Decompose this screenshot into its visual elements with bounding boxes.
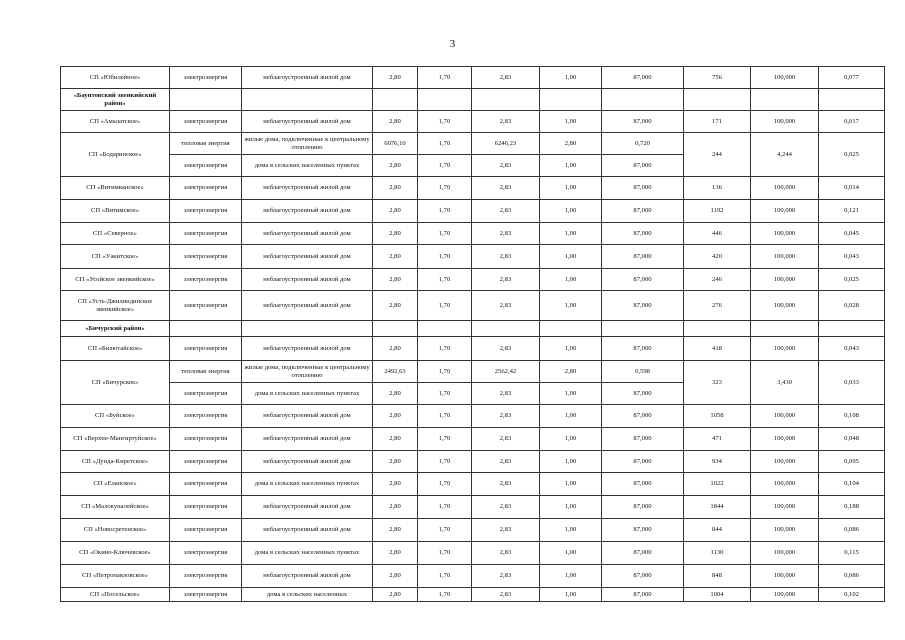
value-c2: 1,70 (418, 177, 472, 200)
value-c4: 1,00 (540, 473, 602, 496)
resource-type: электроэнергия (170, 291, 242, 321)
value-c4: 1,00 (540, 245, 602, 269)
housing-description: жилые дома, подключенные к центральному отоплению (242, 133, 373, 155)
value-c8: 0,108 (819, 405, 885, 428)
value-c3: 2,83 (472, 291, 540, 321)
value-c4: 1,00 (540, 383, 602, 405)
cell-empty (540, 321, 602, 337)
value-c4: 2,80 (540, 361, 602, 383)
cell-empty (602, 321, 684, 337)
housing-description: неблагоустроенный жилой дом (242, 451, 373, 473)
value-c2: 1,70 (418, 337, 472, 361)
table-row (61, 269, 885, 291)
value-c1: 2,80 (373, 588, 418, 602)
housing-description: неблагоустроенный жилой дом (242, 428, 373, 451)
value-c2: 1,70 (418, 291, 472, 321)
table-row (61, 473, 885, 496)
value-c7: 100,000 (751, 542, 819, 565)
resource-type: электроэнергия (170, 405, 242, 428)
value-c6: 420 (684, 245, 751, 269)
value-c4: 1,00 (540, 155, 602, 177)
settlement-name: СП «Усть-Джилиндинское эвенкийское» (61, 291, 170, 321)
cell-empty (242, 89, 373, 111)
value-c2: 1,70 (418, 542, 472, 565)
value-c8: 0,048 (819, 428, 885, 451)
table-row (61, 496, 885, 519)
value-c8: 0,188 (819, 496, 885, 519)
value-c1: 2,80 (373, 496, 418, 519)
value-c6: 1004 (684, 588, 751, 602)
resource-type: электроэнергия (170, 177, 242, 200)
value-c2: 1,70 (418, 361, 472, 383)
value-c8: 0,025 (819, 133, 885, 177)
value-c5: 87,000 (602, 542, 684, 565)
value-c6: 136 (684, 177, 751, 200)
cell-empty (418, 89, 472, 111)
value-c4: 1,00 (540, 496, 602, 519)
value-c2: 1,70 (418, 588, 472, 602)
value-c4: 1,00 (540, 519, 602, 542)
resource-type: электроэнергия (170, 67, 242, 89)
resource-type: электроэнергия (170, 337, 242, 361)
table-row (61, 565, 885, 588)
value-c8: 0,028 (819, 291, 885, 321)
value-c8: 0,043 (819, 337, 885, 361)
value-c3: 2,83 (472, 588, 540, 602)
resource-type: электроэнергия (170, 269, 242, 291)
settlement-name: СП «Малокуналейское» (61, 496, 170, 519)
value-c2: 1,70 (418, 200, 472, 223)
value-c8: 0,115 (819, 542, 885, 565)
value-c7: 100,000 (751, 337, 819, 361)
value-c8: 0,102 (819, 588, 885, 602)
housing-description: дома в сельских населенных пунктах (242, 473, 373, 496)
value-c6: 1022 (684, 473, 751, 496)
value-c3: 2,83 (472, 67, 540, 89)
value-c1: 2,80 (373, 155, 418, 177)
settlement-name: СП «Бичурское» (61, 361, 170, 405)
settlement-name: СП «Юбилейное» (61, 67, 170, 89)
value-c6: 844 (684, 519, 751, 542)
value-c7: 100,000 (751, 177, 819, 200)
table-row (61, 451, 885, 473)
value-c1: 2,80 (373, 200, 418, 223)
value-c8: 0,086 (819, 519, 885, 542)
housing-description: неблагоустроенный жилой дом (242, 200, 373, 223)
value-c3: 2,83 (472, 451, 540, 473)
housing-description: неблагоустроенный жилой дом (242, 67, 373, 89)
resource-type: электроэнергия (170, 155, 242, 177)
settlement-name: СП «Витимканское» (61, 177, 170, 200)
value-c1: 2,80 (373, 383, 418, 405)
value-c7: 4,244 (751, 133, 819, 177)
section-title: «Баунтовский эвенкийский район» (61, 89, 170, 111)
value-c3: 2,83 (472, 155, 540, 177)
table-row (61, 223, 885, 245)
value-c4: 1,00 (540, 67, 602, 89)
value-c7: 100,000 (751, 223, 819, 245)
value-c6: 244 (684, 133, 751, 177)
value-c6: 418 (684, 337, 751, 361)
value-c3: 2,83 (472, 565, 540, 588)
value-c1: 2,80 (373, 337, 418, 361)
value-c7: 100,000 (751, 565, 819, 588)
cell-empty (373, 89, 418, 111)
resource-type: электроэнергия (170, 519, 242, 542)
resource-type: электроэнергия (170, 245, 242, 269)
housing-description: дома в сельских населенных пунктах (242, 542, 373, 565)
value-c8: 0,121 (819, 200, 885, 223)
value-c4: 1,00 (540, 269, 602, 291)
table-row (61, 133, 885, 155)
resource-type: электроэнергия (170, 111, 242, 133)
value-c3: 2,83 (472, 245, 540, 269)
value-c5: 87,000 (602, 223, 684, 245)
value-c5: 87,000 (602, 200, 684, 223)
resource-type: электроэнергия (170, 473, 242, 496)
cell-empty (373, 321, 418, 337)
value-c4: 1,00 (540, 565, 602, 588)
table-row (61, 177, 885, 200)
value-c1: 2,80 (373, 177, 418, 200)
cell-empty (472, 89, 540, 111)
value-c2: 1,70 (418, 565, 472, 588)
housing-description: неблагоустроенный жилой дом (242, 177, 373, 200)
housing-description: неблагоустроенный жилой дом (242, 337, 373, 361)
value-c5: 87,000 (602, 269, 684, 291)
value-c7: 100,000 (751, 291, 819, 321)
cell-empty (602, 89, 684, 111)
table-row (61, 111, 885, 133)
value-c3: 2,83 (472, 177, 540, 200)
value-c5: 87,000 (602, 473, 684, 496)
value-c2: 1,70 (418, 383, 472, 405)
value-c5: 87,000 (602, 111, 684, 133)
section-row (61, 89, 885, 111)
value-c6: 1130 (684, 542, 751, 565)
value-c4: 1,00 (540, 451, 602, 473)
resource-type: тепловая энергия (170, 133, 242, 155)
value-c6: 246 (684, 269, 751, 291)
settlement-name: СП «Новосретенское» (61, 519, 170, 542)
value-c4: 1,00 (540, 291, 602, 321)
value-c3: 2,83 (472, 405, 540, 428)
value-c3: 2,83 (472, 473, 540, 496)
value-c4: 1,00 (540, 177, 602, 200)
cell-empty (684, 321, 751, 337)
value-c7: 100,000 (751, 496, 819, 519)
housing-description: жилые дома, подключенные к центральному отоплению (242, 361, 373, 383)
value-c5: 87,000 (602, 451, 684, 473)
value-c5: 87,000 (602, 588, 684, 602)
resource-type: тепловая энергия (170, 361, 242, 383)
settlement-name: СП «Амалатское» (61, 111, 170, 133)
housing-description: неблагоустроенный жилой дом (242, 496, 373, 519)
value-c2: 1,70 (418, 428, 472, 451)
value-c1: 2,80 (373, 451, 418, 473)
table-row (61, 588, 885, 602)
value-c2: 1,70 (418, 269, 472, 291)
resource-type: электроэнергия (170, 451, 242, 473)
settlement-name: СП «Усойское эвенкийское» (61, 269, 170, 291)
tariff-table (60, 66, 885, 602)
value-c7: 3,430 (751, 361, 819, 405)
resource-type: электроэнергия (170, 542, 242, 565)
value-c2: 1,70 (418, 133, 472, 155)
value-c2: 1,70 (418, 111, 472, 133)
value-c3: 2,83 (472, 428, 540, 451)
value-c5: 87,000 (602, 428, 684, 451)
value-c1: 2,80 (373, 405, 418, 428)
value-c5: 87,000 (602, 245, 684, 269)
settlement-name: СП «Окино-Ключевское» (61, 542, 170, 565)
resource-type: электроэнергия (170, 223, 242, 245)
value-c1: 2,80 (373, 519, 418, 542)
table-row (61, 200, 885, 223)
value-c6: 1192 (684, 200, 751, 223)
cell-empty (170, 321, 242, 337)
cell-empty (684, 89, 751, 111)
value-c2: 1,70 (418, 496, 472, 519)
value-c3: 2,83 (472, 496, 540, 519)
section-title: «Бичурский район» (61, 321, 170, 337)
value-c7: 100,000 (751, 111, 819, 133)
cell-empty (472, 321, 540, 337)
page-number: 3 (449, 38, 456, 50)
value-c3: 2,83 (472, 200, 540, 223)
value-c4: 1,00 (540, 428, 602, 451)
housing-description: неблагоустроенный жилой дом (242, 269, 373, 291)
value-c7: 100,000 (751, 405, 819, 428)
table-row (61, 542, 885, 565)
value-c8: 0,095 (819, 451, 885, 473)
cell-empty (819, 89, 885, 111)
value-c8: 0,086 (819, 565, 885, 588)
value-c3: 2,83 (472, 383, 540, 405)
table-row (61, 337, 885, 361)
value-c3: 2562,42 (472, 361, 540, 383)
value-c5: 87,000 (602, 496, 684, 519)
value-c1: 6076,10 (373, 133, 418, 155)
value-c8: 0,043 (819, 245, 885, 269)
value-c2: 1,70 (418, 451, 472, 473)
value-c5: 87,000 (602, 565, 684, 588)
value-c1: 2,80 (373, 269, 418, 291)
resource-type: электроэнергия (170, 200, 242, 223)
table-row (61, 519, 885, 542)
value-c2: 1,70 (418, 405, 472, 428)
value-c7: 100,000 (751, 451, 819, 473)
value-c8: 0,077 (819, 67, 885, 89)
value-c1: 2,80 (373, 245, 418, 269)
value-c1: 2,80 (373, 473, 418, 496)
settlement-name: СП «Верхне-Мангиртуйское» (61, 428, 170, 451)
resource-type: электроэнергия (170, 428, 242, 451)
value-c8: 0,104 (819, 473, 885, 496)
table-row (61, 67, 885, 89)
value-c4: 1,00 (540, 588, 602, 602)
value-c3: 2,83 (472, 337, 540, 361)
value-c5: 87,000 (602, 67, 684, 89)
value-c1: 2,80 (373, 291, 418, 321)
value-c6: 848 (684, 565, 751, 588)
value-c8: 0,045 (819, 223, 885, 245)
cell-empty (751, 321, 819, 337)
housing-description: неблагоустроенный жилой дом (242, 223, 373, 245)
cell-empty (819, 321, 885, 337)
value-c7: 100,000 (751, 269, 819, 291)
value-c8: 0,033 (819, 361, 885, 405)
value-c3: 2,83 (472, 223, 540, 245)
value-c1: 2,80 (373, 428, 418, 451)
value-c4: 1,00 (540, 200, 602, 223)
value-c3: 2,83 (472, 519, 540, 542)
value-c5: 87,000 (602, 291, 684, 321)
value-c5: 0,720 (602, 133, 684, 155)
value-c6: 323 (684, 361, 751, 405)
housing-description: неблагоустроенный жилой дом (242, 565, 373, 588)
settlement-name: СП «Еланское» (61, 473, 170, 496)
value-c2: 1,70 (418, 473, 472, 496)
value-c5: 87,000 (602, 177, 684, 200)
value-c5: 87,000 (602, 155, 684, 177)
value-c1: 2,80 (373, 542, 418, 565)
settlement-name: СП «Северное» (61, 223, 170, 245)
value-c5: 87,000 (602, 519, 684, 542)
value-c2: 1,70 (418, 155, 472, 177)
value-c3: 6246,23 (472, 133, 540, 155)
value-c6: 1058 (684, 405, 751, 428)
housing-description: неблагоустроенный жилой дом (242, 245, 373, 269)
value-c7: 100,000 (751, 473, 819, 496)
table-body (61, 67, 885, 602)
settlement-name: СП «Дунда-Киретское» (61, 451, 170, 473)
value-c6: 276 (684, 291, 751, 321)
value-c8: 0,025 (819, 269, 885, 291)
settlement-name: СП «Уакитское» (61, 245, 170, 269)
value-c6: 471 (684, 428, 751, 451)
settlement-name: СП «Бодаринское» (61, 133, 170, 177)
settlement-name: СП «Посельское» (61, 588, 170, 602)
value-c2: 1,70 (418, 67, 472, 89)
value-c6: 756 (684, 67, 751, 89)
value-c8: 0,017 (819, 111, 885, 133)
resource-type: электроэнергия (170, 565, 242, 588)
value-c5: 0,598 (602, 361, 684, 383)
settlement-name: СП «Билютайское» (61, 337, 170, 361)
value-c4: 1,00 (540, 405, 602, 428)
cell-empty (540, 89, 602, 111)
value-c5: 87,000 (602, 405, 684, 428)
housing-description: дома в сельских населенных пунктах (242, 155, 373, 177)
settlement-name: СП «Витимское» (61, 200, 170, 223)
value-c4: 2,80 (540, 133, 602, 155)
value-c7: 100,000 (751, 245, 819, 269)
housing-description: неблагоустроенный жилой дом (242, 291, 373, 321)
value-c6: 1844 (684, 496, 751, 519)
housing-description: неблагоустроенный жилой дом (242, 405, 373, 428)
cell-empty (751, 89, 819, 111)
value-c6: 446 (684, 223, 751, 245)
value-c8: 0,014 (819, 177, 885, 200)
cell-empty (242, 321, 373, 337)
value-c5: 87,000 (602, 383, 684, 405)
value-c2: 1,70 (418, 223, 472, 245)
table-row (61, 428, 885, 451)
value-c4: 1,00 (540, 337, 602, 361)
settlement-name: СП «Буйское» (61, 405, 170, 428)
value-c1: 2,80 (373, 565, 418, 588)
cell-empty (170, 89, 242, 111)
table-row (61, 291, 885, 321)
value-c1: 2492,63 (373, 361, 418, 383)
resource-type: электроэнергия (170, 588, 242, 602)
value-c7: 100,000 (751, 519, 819, 542)
value-c4: 1,00 (540, 542, 602, 565)
value-c1: 2,80 (373, 223, 418, 245)
value-c7: 100,000 (751, 67, 819, 89)
value-c6: 934 (684, 451, 751, 473)
value-c4: 1,00 (540, 111, 602, 133)
value-c6: 171 (684, 111, 751, 133)
value-c7: 100,000 (751, 200, 819, 223)
housing-description: неблагоустроенный жилой дом (242, 111, 373, 133)
value-c5: 87,000 (602, 337, 684, 361)
table-row (61, 361, 885, 383)
housing-description: дома в сельских населенных пунктах (242, 383, 373, 405)
resource-type: электроэнергия (170, 383, 242, 405)
resource-type: электроэнергия (170, 496, 242, 519)
housing-description: дома в сельских населенных (242, 588, 373, 602)
value-c4: 1,00 (540, 223, 602, 245)
section-row (61, 321, 885, 337)
value-c3: 2,83 (472, 542, 540, 565)
value-c7: 100,000 (751, 588, 819, 602)
value-c2: 1,70 (418, 245, 472, 269)
value-c3: 2,83 (472, 269, 540, 291)
table-row (61, 245, 885, 269)
settlement-name: СП «Петропавловское» (61, 565, 170, 588)
value-c2: 1,70 (418, 519, 472, 542)
value-c7: 100,000 (751, 428, 819, 451)
cell-empty (418, 321, 472, 337)
value-c1: 2,80 (373, 111, 418, 133)
value-c1: 2,80 (373, 67, 418, 89)
housing-description: неблагоустроенный жилой дом (242, 519, 373, 542)
table-row (61, 405, 885, 428)
value-c3: 2,83 (472, 111, 540, 133)
